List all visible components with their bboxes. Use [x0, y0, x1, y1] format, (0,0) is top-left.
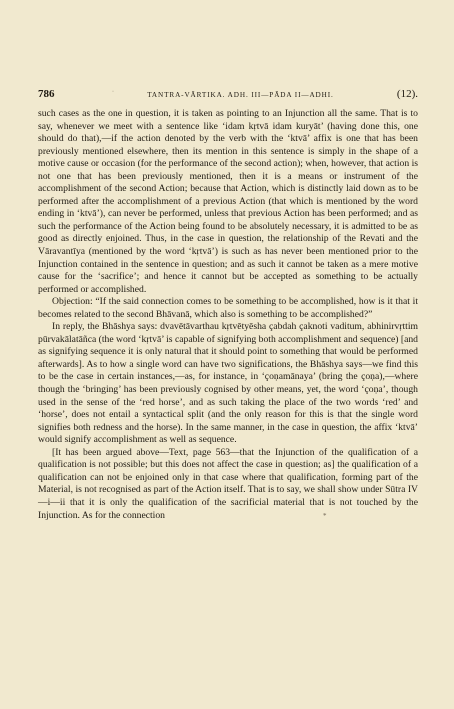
page-number: 786: [38, 88, 55, 100]
running-header: [38, 88, 418, 100]
print-mark: ·: [112, 89, 114, 95]
paragraph: In reply, the Bhāshya says: dvavētāvarthau kṛtvētyēsha çabdah çaknoti vaditum, abhinirvṛttim pūrvakālatāñca (the word ‘kṛtvā’ is capable of signifying both accomplishment and sequence) [and as signifying sequence it is only natural that it should point to something that would be performed afterwards]. As to how a single word can have two significations, the Bhāshya says—we find this to be the case in certain instances,—as, for instance, in ‘çoṇamānaya’ (bring the çoṇa),—where though the ‘bringing’ has been previously cognised by other means, yet, the word ‘çoṇa’, though used in the sense of the ‘red horse’, and as such taking the place of the two words ‘red’ and ‘horse’, does not entail a syntactical split (and the only reason for this is that the single word signifies both redness and the horse). In the same manner, in the case in question, the affix ‘ktvā’ would signify accomplishment as well as sequence.: [38, 321, 418, 446]
paragraph: [It has been argued above—Text, page 563—that the Injunction of the qualification of a qualification is not possible; but this does not affect the case in question; as] the qualification of a qualification can not be enjoined only in that case where that qualification, forming part of the Material, is not recognised as part of the Action itself. That is to say, we shall show under Sūtra IV—i—ii that it is only the qualification of the sacrificial material that is not touched by the Injunction. As for the connection: [38, 446, 418, 521]
paragraph: Objection: “If the said connection comes to be something to be accomplished, how is it that it becomes related to the second Bhāvanā, which also is something to be accomplished?”: [38, 296, 418, 320]
print-mark: *: [323, 512, 327, 520]
paragraph: such cases as the one in question, it is taken as pointing to an Injunction all the same. That is to say, whenever we meet with a sentence like ‘idam kṛtvā idam kuryāt’ (having done this, one should do that),—if the action denoted by the verb with the ‘ktvā’ affix is one that has been previously mentioned elsewhere, then its mention in this sentence is simply in the shape of a motive cause or occasion (for the performance of the second action); when, however, that action is not one that has been previously mentioned, then it is a means or instrument of the accomplishment of the second Action; because that Action, which is distinctly laid down as to be performed after the accomplishment of a previous Action (that which is mentioned by the word ending in ‘ktvā’), can never be performed, unless that previous Action has been performed; and as such the performance of the Action being found to be absolutely necessary, it is admitted to be as good as directly enjoined. Thus, in the case in question, the relationship of the Revati and the Vāravantīya (mentioned by the word ‘kṛtvā’) is such as has never been mentioned prior to the Injunction contained in the sentence in question; and as such it cannot be taken as a mere motive cause for the ‘sacrifice’; and hence it cannot but be accepted as something to be actually performed or accomplished.: [38, 108, 418, 295]
running-title: TANTRA-VĀRTIKA. ADH. III—PĀDA II—ADHI.: [147, 91, 334, 99]
section-reference: (12).: [396, 88, 418, 100]
body-text: [38, 108, 418, 522]
